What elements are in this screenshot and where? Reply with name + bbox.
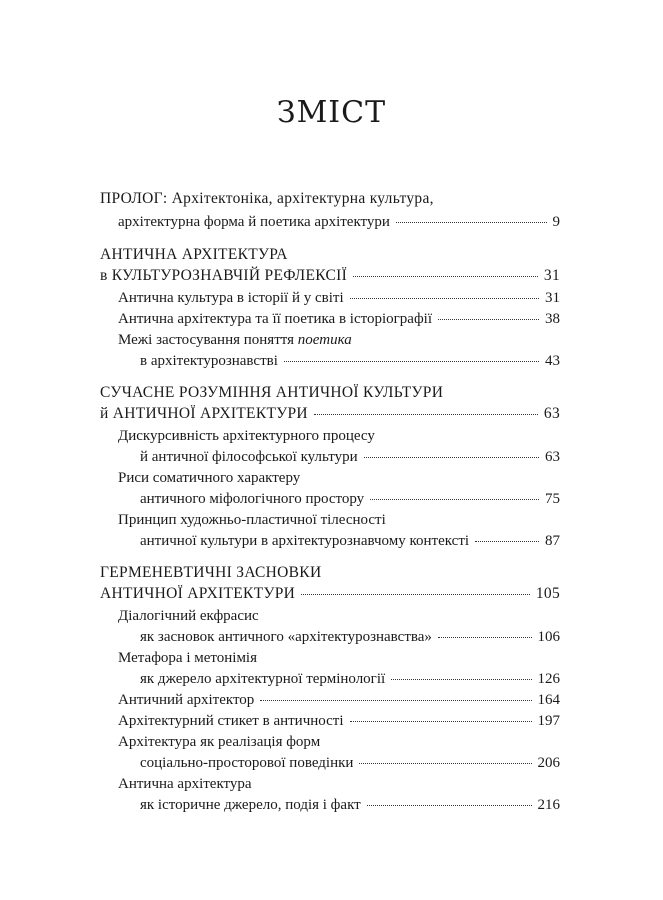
toc-item-title: Дискурсивність архітектурного процесу xyxy=(118,428,375,444)
leader-dots xyxy=(438,318,539,320)
toc-section-2-page: 63 xyxy=(543,405,560,422)
toc-item-page: 38 xyxy=(545,311,560,327)
page-title: ЗМІСТ xyxy=(276,95,387,130)
toc-item-title: Архітектура як реалізація форм xyxy=(118,734,321,750)
toc-item-title: Діалогічний екфрасис xyxy=(118,608,259,624)
toc-item-title-2: й античної філософської культури xyxy=(140,449,358,465)
toc-prolog-title-2: архітектурна форма й поетика архітектури xyxy=(118,214,390,230)
leader-dots xyxy=(364,456,539,458)
toc-prolog-label: ПРОЛОГ: xyxy=(100,190,168,207)
toc-section-1-title-2: в КУЛЬТУРОЗНАВЧІЙ РЕФЛЕКСІЇ xyxy=(100,267,348,284)
toc-item xyxy=(118,710,560,732)
toc-item-title: Межі застосування поняття xyxy=(118,332,298,348)
toc-item-title-2: соціально-просторової поведінки xyxy=(140,755,354,771)
toc-prolog-line2 xyxy=(118,211,560,233)
toc-item-title: Антична архітектура та її поетика в історіографії xyxy=(118,311,433,327)
toc-item-page: 126 xyxy=(537,671,560,687)
leader-dots xyxy=(396,221,547,223)
toc-item-title: Риси соматичного характеру xyxy=(118,470,301,486)
toc-item-title: Антична культура в історії й у світі xyxy=(118,290,344,306)
toc-item-line1 xyxy=(118,773,560,795)
leader-dots xyxy=(353,275,538,277)
leader-dots xyxy=(391,678,531,680)
leader-dots xyxy=(260,699,531,701)
toc-item-line1 xyxy=(118,605,560,627)
toc-section-1-page: 31 xyxy=(543,267,560,284)
toc-item-line1 xyxy=(118,467,560,489)
leader-dots xyxy=(284,360,539,362)
toc-item-line2 xyxy=(140,668,560,690)
toc-item-line2 xyxy=(140,752,560,774)
toc-item-page: 63 xyxy=(545,449,560,465)
toc-item-title-2: античної культури в архітектурознавчому контексті xyxy=(140,533,470,549)
toc-section-1-line1 xyxy=(100,244,560,266)
toc-section-3-line2 xyxy=(100,583,560,605)
toc-item-page: 216 xyxy=(537,797,560,813)
leader-dots xyxy=(438,636,532,638)
toc-item xyxy=(118,287,560,309)
toc-item-line2 xyxy=(140,794,560,816)
toc-section-2-line1 xyxy=(100,382,560,404)
toc-item-title-italic: поетика xyxy=(297,332,352,348)
toc-item-page: 106 xyxy=(537,629,560,645)
toc-item-title-2: як історичне джерело, подія і факт xyxy=(140,797,361,813)
toc-section-2-title-2: й АНТИЧНОЇ АРХІТЕКТУРИ xyxy=(100,405,308,422)
leader-dots xyxy=(314,413,538,415)
toc-item-page: 31 xyxy=(545,290,560,306)
toc-section-3-page: 105 xyxy=(535,585,560,602)
toc-section-1-line2 xyxy=(100,265,560,287)
leader-dots xyxy=(367,804,532,806)
toc-item-line2 xyxy=(140,350,560,372)
toc-section-2-title-1: СУЧАСНЕ РОЗУМІННЯ АНТИЧНОЇ КУЛЬТУРИ xyxy=(100,384,444,401)
toc-section-3-title-1: ГЕРМЕНЕВТИЧНІ ЗАСНОВКИ xyxy=(100,564,322,581)
toc-item xyxy=(118,308,560,330)
leader-dots xyxy=(475,540,539,542)
toc-item-page: 87 xyxy=(545,533,560,549)
toc-item-title-2: в архітектурознавстві xyxy=(140,353,278,369)
toc-item-line2 xyxy=(140,530,560,552)
toc-item-line1 xyxy=(118,425,560,447)
toc-item-title: Античний архітектор xyxy=(118,692,255,708)
toc-item-line2 xyxy=(140,626,560,648)
toc-item-line1 xyxy=(118,329,560,351)
toc-prolog-title-1: Архітектоніка, архітектурна культура, xyxy=(171,190,434,207)
leader-dots xyxy=(301,593,530,595)
toc-item-title: Принцип художньо-пластичної тілесності xyxy=(118,512,386,528)
toc-item-line1 xyxy=(118,509,560,531)
toc-item-title: Антична архітектура xyxy=(118,776,252,792)
toc-section-3-line1 xyxy=(100,562,560,584)
leader-dots xyxy=(359,762,531,764)
toc-item-line2 xyxy=(140,488,560,510)
toc-item-page: 206 xyxy=(537,755,560,771)
leader-dots xyxy=(370,498,539,500)
leader-dots xyxy=(350,720,532,722)
toc-item-title-2: як джерело архітектурної термінології xyxy=(140,671,386,687)
toc-item-line2 xyxy=(140,446,560,468)
toc-prolog-line1 xyxy=(100,188,560,210)
toc-section-3-title-2: АНТИЧНОЇ АРХІТЕКТУРИ xyxy=(100,585,296,602)
toc-item-page: 43 xyxy=(545,353,560,369)
toc-item-title-2: як засновок античного «архітектурознавства» xyxy=(140,629,432,645)
toc-item-title: Архітектурний стикет в античності xyxy=(118,713,344,729)
toc-item-line1 xyxy=(118,647,560,669)
toc-item-title-2: античного міфологічного простору xyxy=(140,491,365,507)
toc-item xyxy=(118,689,560,711)
toc-prolog-page: 9 xyxy=(552,214,560,230)
toc-item-page: 197 xyxy=(537,713,560,729)
toc-item-title: Метафора і метонімія xyxy=(118,650,257,666)
toc-section-2-line2 xyxy=(100,403,560,425)
toc-item-page: 75 xyxy=(545,491,560,507)
toc-item-page: 164 xyxy=(537,692,560,708)
toc-item-line1 xyxy=(118,731,560,753)
toc-section-1-title-1: АНТИЧНА АРХІТЕКТУРА xyxy=(100,246,288,263)
leader-dots xyxy=(350,297,539,299)
